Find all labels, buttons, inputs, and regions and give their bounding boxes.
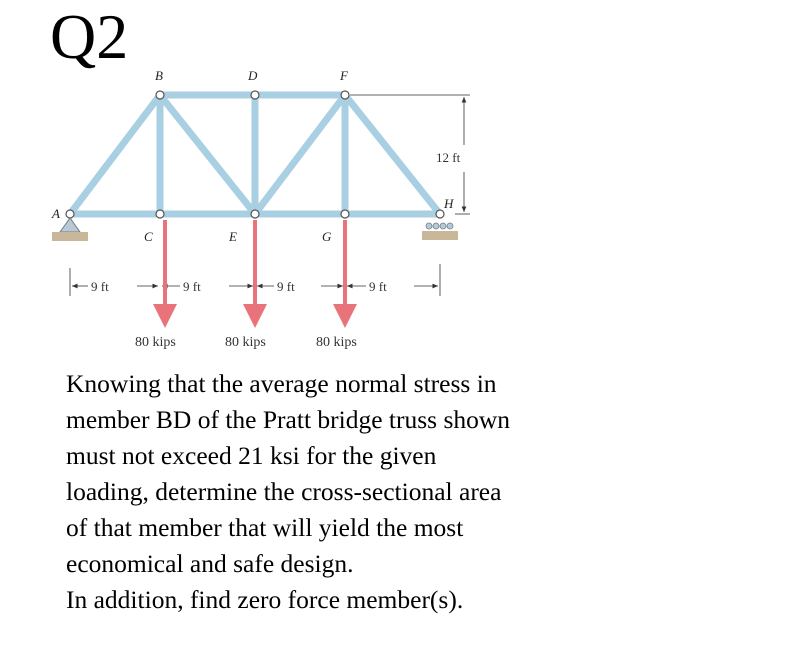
joint-B [156,91,164,99]
panel-label-1: 9 ft [91,279,109,294]
problem-line: member BD of the Pratt bridge truss shown [66,405,511,434]
node-label-C: C [144,229,153,244]
panel-label-2: 9 ft [183,279,201,294]
load-label-C: 80 kips [135,335,176,350]
problem-line: Knowing that the average normal stress in [66,369,497,398]
member-AB [70,95,160,214]
height-label: 12 ft [436,150,461,165]
joint-D [251,91,259,99]
load-arrows [165,220,345,316]
node-label-E: E [229,229,237,244]
node-label-F: F [340,68,348,83]
node-label-B: B [155,68,163,83]
problem-line: of that member that will yield the most [66,513,464,542]
problem-line: In addition, find zero force member(s). [66,585,464,614]
problem-line: must not exceed 21 ksi for the given [66,441,437,470]
node-label-A: A [52,206,60,221]
problem-line: loading, determine the cross-sectional area [66,477,502,506]
roller-support-H [422,223,458,240]
load-label-G: 80 kips [316,335,357,350]
member-BE [160,95,255,214]
joint-H [436,210,444,218]
joint-F [341,91,349,99]
member-FE [255,95,345,214]
joint-A [66,210,74,218]
node-label-D: D [248,68,258,83]
panel-label-3: 9 ft [277,279,295,294]
joint-G [341,210,349,218]
joint-C [156,210,164,218]
joint-E [251,210,259,218]
pin-support-A [52,218,88,241]
truss-members [70,95,440,214]
load-label-E: 80 kips [225,335,266,350]
panel-label-4: 9 ft [369,279,387,294]
problem-statement [66,366,626,618]
problem-line: economical and safe design. [66,549,354,578]
node-label-H: H [444,196,454,211]
member-FH [345,95,440,214]
question-number: Q2 [50,1,129,72]
node-label-G: G [322,229,332,244]
